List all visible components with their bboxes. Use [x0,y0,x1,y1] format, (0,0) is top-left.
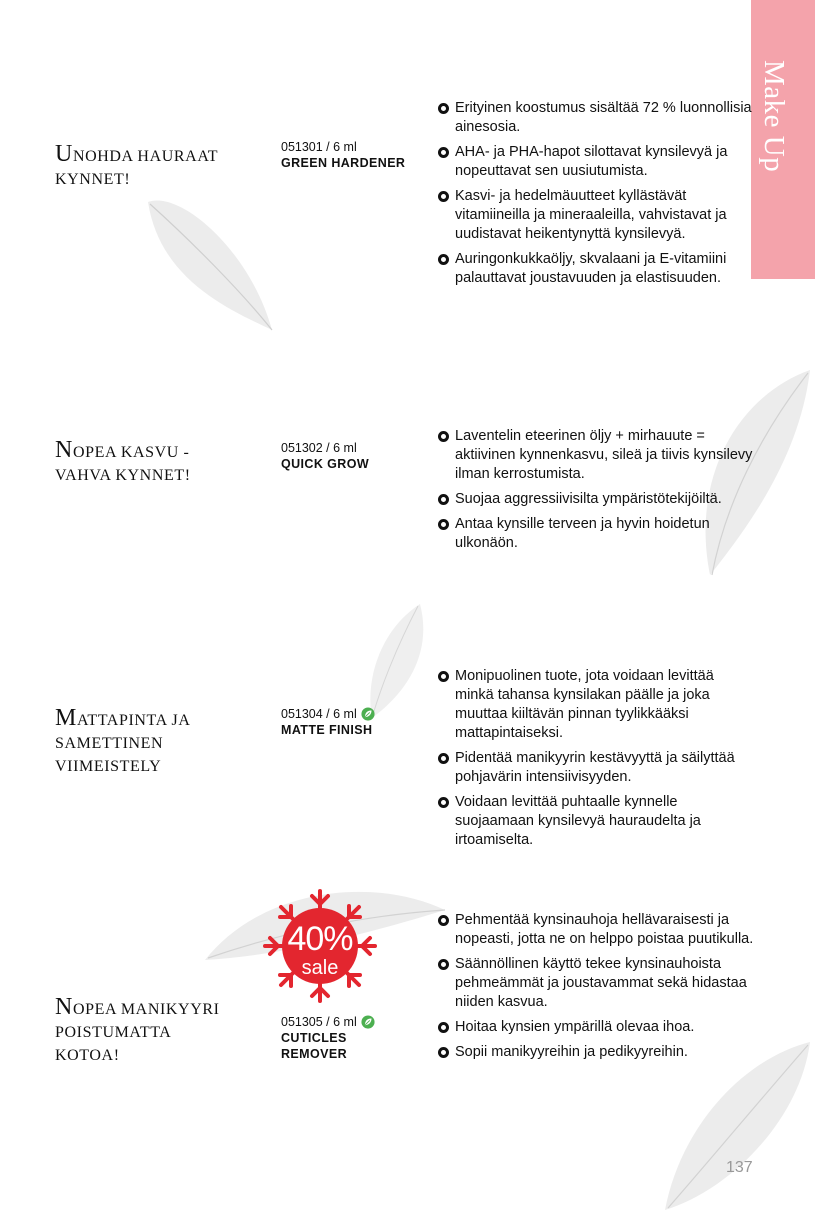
product-heading: MATTAPINTA JA SAMETTINEN VIIMEISTELY [55,705,191,775]
natural-leaf-icon [361,707,375,721]
feature-item: Suojaa aggressiivisilta ympäristötekijöiltä. [437,490,755,509]
feather-illustration [140,190,280,340]
sale-label: sale [301,957,339,979]
natural-leaf-icon [361,1015,375,1029]
page-number: 137 [726,1159,753,1176]
feature-item: Pidentää manikyyrin kestävyyttä ja säilyttää pohjavärin intensiivisyyden. [437,749,755,787]
product-name: GREEN HARDENER [281,156,406,170]
feature-item: Laventelin eteerinen öljy + mirhauute = aktiivinen kynnenkasvu, sileä ja tiivis kynsilevy ilman kerrostumista. [437,427,755,484]
feature-item: Sopii manikyyreihin ja pedikyyreihin. [437,1043,755,1062]
feature-item: Auringonkukkaöljy, skvalaani ja E-vitamiini palauttavat joustavuuden ja elastisuuden. [437,250,755,288]
product-heading: NOPEA MANIKYYRI POISTUMATTA KOTOA! [55,994,220,1064]
product-code-block [281,706,421,738]
feature-item: Kasvi- ja hedelmäuutteet kyllästävät vitamiineilla ja mineraaleilla, vahvistavat ja uudistavat heikentynyttä kynsilevyä. [437,187,755,244]
sale-badge [262,888,378,1004]
product-features [437,99,755,294]
product-heading: UNOHDA HAURAAT KYNNET! [55,141,219,188]
product-features [437,427,755,559]
feather-illustration [360,600,435,720]
product-features [437,911,755,1068]
product-code: 051302 / 6 ml [281,441,357,455]
product-heading: NOPEA KASVU - VAHVA KYNNET! [55,437,191,484]
sale-percent: 40% [287,920,353,958]
feature-item: Voidaan levittää puhtaalle kynnelle suojaamaan kynsilevyä hauraudelta ja irtoamiselta. [437,793,755,850]
product-name: REMOVER [281,1047,348,1061]
feature-item: Säännöllinen käyttö tekee kynsinauhoista pehmeämmät ja joustavammat sekä hidastaa niiden kasvua. [437,955,755,1012]
product-name: QUICK GROW [281,457,370,471]
feature-item: Antaa kynsille terveen ja hyvin hoidetun ulkonäön. [437,515,755,553]
feature-item: Erityinen koostumus sisältää 72 % luonnollisia ainesosia. [437,99,755,137]
product-code: 051305 / 6 ml [281,1015,357,1029]
product-code: 051301 / 6 ml [281,140,357,154]
product-code-block [281,139,421,171]
product-code-block [281,1014,421,1062]
feature-item: Pehmentää kynsinauhoja hellävaraisesti ja nopeasti, jotta ne on helppo poistaa puutikulla. [437,911,755,949]
product-name: MATTE FINISH [281,723,373,737]
product-code: 051304 / 6 ml [281,707,357,721]
feature-item: Hoitaa kynsien ympärillä olevaa ihoa. [437,1018,755,1037]
product-code-block [281,440,421,472]
product-name: CUTICLES [281,1031,347,1045]
section-tab-make-up[interactable] [751,0,815,279]
feature-item: Monipuolinen tuote, jota voidaan levittää minkä tahansa kynsilakan päälle ja joka muuttaa kiiltävän pinnan tyylikkääksi mattapintaiseksi. [437,667,755,743]
feature-item: AHA- ja PHA-hapot silottavat kynsilevyä ja nopeuttavat sen uusiutumista. [437,143,755,181]
product-features [437,667,755,856]
section-tab-label: Make Up [758,60,790,173]
